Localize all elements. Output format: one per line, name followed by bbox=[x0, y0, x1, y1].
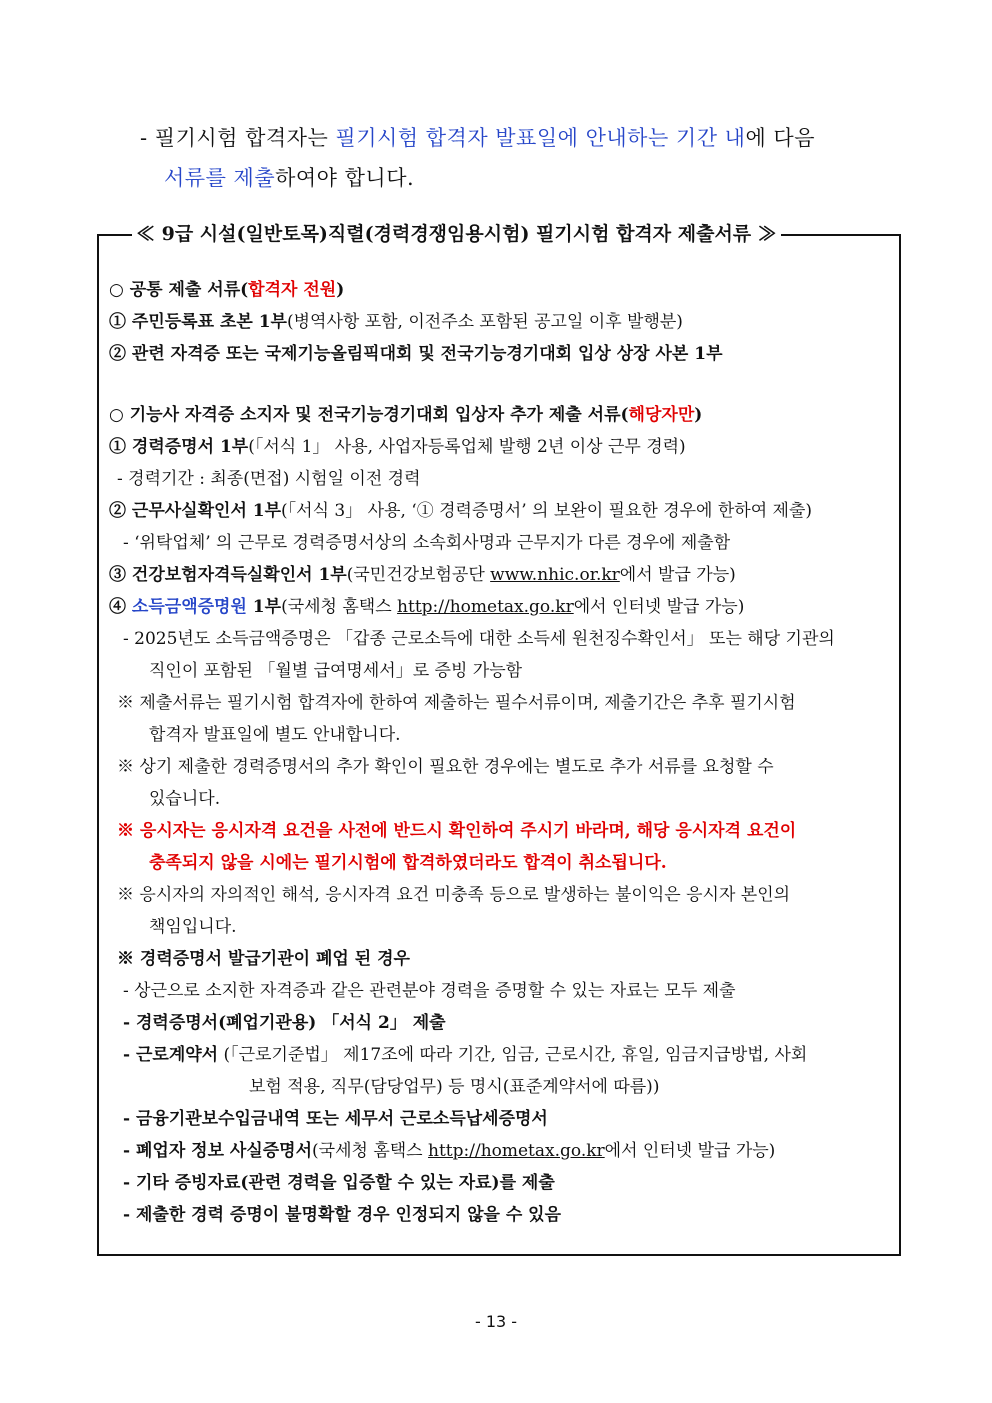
closed-sub-6: - 기타 증빙자료(관련 경력을 입증할 수 있는 자료)를 제출 bbox=[123, 1173, 555, 1193]
page-number: - 13 - bbox=[474, 1312, 518, 1331]
hometax-link[interactable]: http://hometax.go.kr bbox=[397, 597, 574, 617]
closed-sub-1: - 상근으로 소지한 자격증과 같은 관련분야 경력을 증명할 수 있는 자료는 모두 제출 bbox=[123, 981, 736, 1001]
common-item-2: ② 관련 자격증 또는 국제기능올림픽대회 및 전국기능경기대회 입상 상장 사본 1부 bbox=[109, 344, 723, 364]
closed-sub-3: - 근로계약서 (「근로기준법」 제17조에 따라 기간, 임금, 근로시간, 휴일, 임금지급방법, 사회 bbox=[123, 1045, 808, 1065]
closed-sub-4: - 금융기관보수입금내역 또는 세무서 근로소득납세증명서 bbox=[123, 1109, 548, 1129]
note-2a: ※ 상기 제출한 경력증명서의 추가 확인이 필요한 경우에는 별도로 추가 서류를 요청할 수 bbox=[117, 757, 774, 777]
intro-highlight-period: 필기시험 합격자 발표일에 안내하는 기간 내 bbox=[335, 126, 746, 150]
closed-heading: ※ 경력증명서 발급기관이 폐업 된 경우 bbox=[117, 949, 410, 969]
extra-item-4-sub-1: - 2025년도 소득금액증명은 「갑종 근로소득에 대한 소득세 원천징수확인서」 또는 해당 기관의 bbox=[123, 629, 835, 649]
note-2b: 있습니다. bbox=[149, 789, 221, 809]
note-3b: 충족되지 않을 시에는 필기시험에 합격하였더라도 합격이 취소됩니다. bbox=[149, 853, 667, 873]
intro-paragraph bbox=[140, 118, 910, 198]
note-1a: ※ 제출서류는 필기시험 합격자에 한하여 제출하는 필수서류이며, 제출기간은 추후 필기시험 bbox=[117, 693, 796, 713]
box-title: ≪ 9급 시설(일반토목)직렬(경력경쟁임용시험) 필기시험 합격자 제출서류 ≫ bbox=[132, 218, 781, 250]
extra-item-4-sub-2: 직인이 포함된 「월별 급여명세서」로 증빙 가능함 bbox=[149, 661, 523, 681]
extra-item-1-sub: - 경력기간 : 최종(면접) 시험일 이전 경력 bbox=[117, 469, 421, 489]
intro-line-1: - 필기시험 합격자는 필기시험 합격자 발표일에 안내하는 기간 내에 다음 bbox=[140, 126, 815, 150]
note-3a: ※ 응시자는 응시자격 요건을 사전에 반드시 확인하여 주시기 바라며, 해당 응시자격 요건이 bbox=[117, 821, 797, 841]
note-4b: 책임입니다. bbox=[149, 917, 237, 937]
hometax-link-2[interactable]: http://hometax.go.kr bbox=[428, 1141, 605, 1161]
intro-line-2: 서류를 제출하여야 합니다. bbox=[164, 166, 415, 190]
closed-sub-3-cont: 보험 적용, 직무(담당업무) 등 명시(표준계약서에 따름)) bbox=[249, 1077, 660, 1097]
note-1b: 합격자 발표일에 별도 안내합니다. bbox=[149, 725, 401, 745]
extra-item-2-sub: - ‘위탁업체’ 의 근무로 경력증명서상의 소속회사명과 근무지가 다른 경우에 제출함 bbox=[123, 533, 731, 553]
extra-heading: ○ 기능사 자격증 소지자 및 전국기능경기대회 입상자 추가 제출 서류(해당자만) bbox=[109, 405, 703, 425]
closed-sub-7: - 제출한 경력 증명이 불명확할 경우 인정되지 않을 수 있음 bbox=[123, 1205, 562, 1225]
common-heading: ○ 공통 제출 서류(합격자 전원) bbox=[109, 280, 345, 300]
closed-sub-2: - 경력증명서(폐업기관용) 「서식 2」 제출 bbox=[123, 1013, 446, 1033]
extra-item-1: ① 경력증명서 1부(「서식 1」 사용, 사업자등록업체 발행 2년 이상 근무 경력) bbox=[109, 437, 686, 457]
common-item-1: ① 주민등록표 초본 1부(병역사항 포함, 이전주소 포함된 공고일 이후 발행분) bbox=[109, 312, 683, 332]
intro-highlight-submit: 서류를 제출 bbox=[164, 166, 276, 190]
extra-item-4: ④ 소득금액증명원 1부(국세청 홈택스 http://hometax.go.kr에서 인터넷 발급 가능) bbox=[109, 597, 745, 617]
extra-item-2: ② 근무사실확인서 1부(「서식 3」 사용, ‘① 경력증명서’ 의 보완이 필요한 경우에 한하여 제출) bbox=[109, 501, 813, 521]
documents-content bbox=[109, 274, 899, 1231]
nhic-link[interactable]: www.nhic.or.kr bbox=[490, 565, 620, 585]
closed-sub-5: - 폐업자 정보 사실증명서(국세청 홈택스 http://hometax.go.kr에서 인터넷 발급 가능) bbox=[123, 1141, 776, 1161]
note-4a: ※ 응시자의 자의적인 해석, 응시자격 요건 미충족 등으로 발생하는 불이익은 응시자 본인의 bbox=[117, 885, 791, 905]
extra-item-3: ③ 건강보험자격득실확인서 1부(국민건강보험공단 www.nhic.or.kr에서 발급 가능) bbox=[109, 565, 736, 585]
